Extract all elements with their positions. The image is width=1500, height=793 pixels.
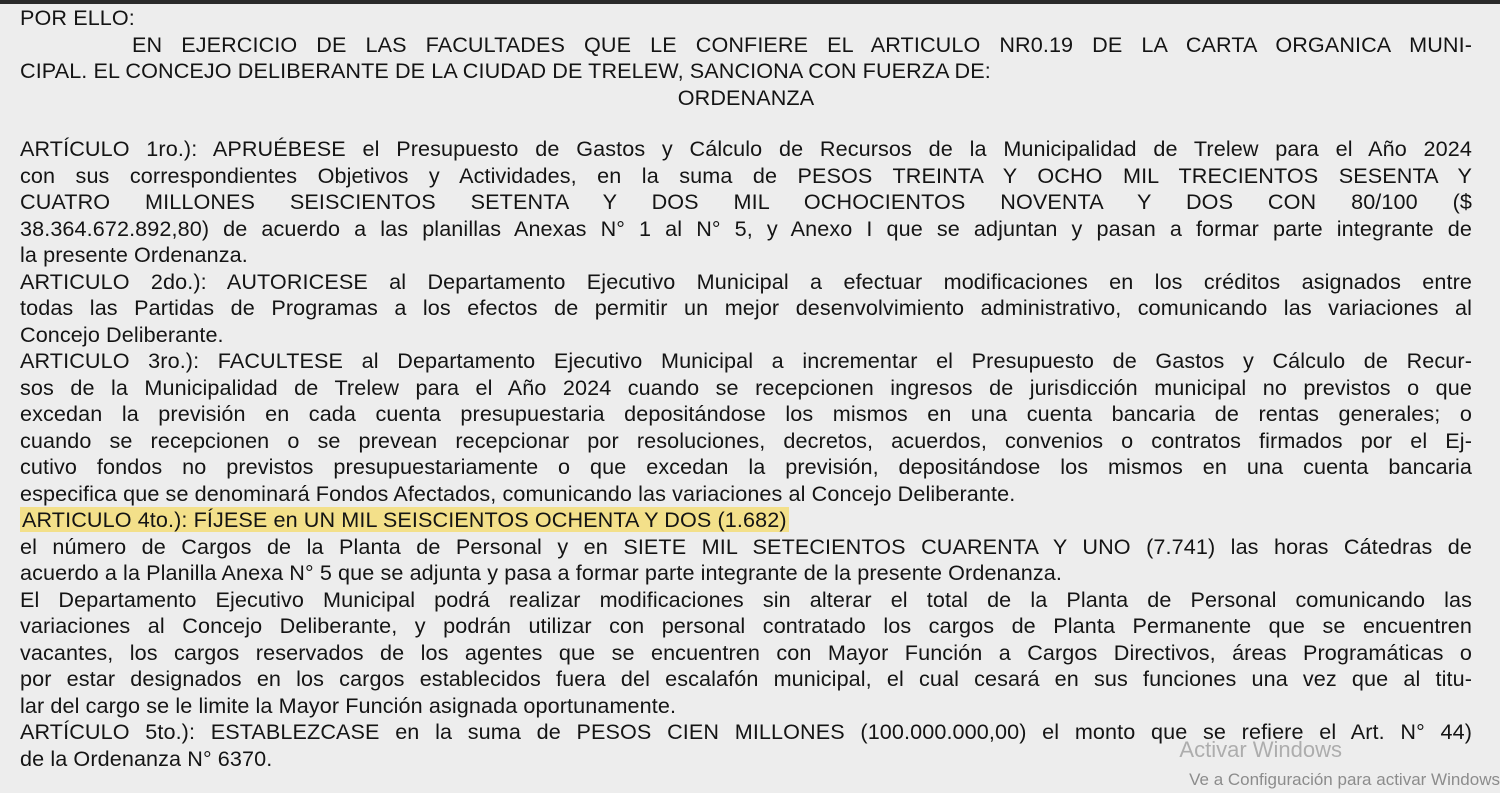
- article-4: [20, 507, 1472, 719]
- spacer: [20, 111, 1472, 136]
- article-4-line: lar del cargo se le limite la Mayor Función asignada oportunamente.: [20, 692, 677, 718]
- article-3: [20, 348, 1472, 507]
- header-por-ello: POR ELLO:: [20, 5, 135, 30]
- article-1-line: CUATRO MILLONES SEISCIENTOS SETENTA Y DOS MIL OCHOCIENTOS NOVENTA Y DOS CON 80/100 ($: [20, 189, 1472, 214]
- activate-windows-hint: Ve a Configuración para activar Windows: [1189, 770, 1500, 789]
- article-2-line: Concejo Deliberante.: [20, 321, 224, 347]
- article-3-line: sos de la Municipalidad de Trelew para el Año 2024 cuando se recepcionen ingresos de jurisdicción municipal no previstos o que: [20, 374, 1472, 400]
- article-4-line: acuerdo a la Planilla Anexa N° 5 que se adjunta y pasa a formar parte integrante de la presente Ordenanza.: [20, 560, 1062, 585]
- article-4-heading: [20, 507, 1472, 534]
- ordinance-title: ORDENANZA: [677, 84, 815, 110]
- article-3-line: cuando se recepcionen o se prevean recepcionar por resoluciones, decretos, acuerdos, convenios o contratos firmados por el Ej-: [20, 427, 1472, 453]
- top-border: [0, 0, 1500, 4]
- article-4-line: por estar designados en los cargos establecidos fuera del escalafón municipal, el cual cesará en sus funciones una vez que al titu-: [20, 666, 1472, 691]
- article-5-line: ARTÍCULO 5to.): ESTABLEZCASE en la suma de PESOS CIEN MILLONES (100.000.000,00) el monto que se refiere el Art. N° 44): [20, 719, 1472, 744]
- article-3-line: especifica que se denominará Fondos Afectados, comunicando las variaciones al Concejo Deliberante.: [20, 480, 1016, 506]
- article-2-line: todas las Partidas de Programas a los efectos de permitir un mejor desenvolvimiento administrativo, comunicando las variaciones al: [20, 295, 1472, 320]
- article-4-line: el número de Cargos de la Planta de Personal y en SIETE MIL SETECIENTOS CUARENTA Y UNO (7.741) las horas Cátedras de: [20, 533, 1472, 559]
- article-5-line: de la Ordenanza N° 6370.: [20, 745, 273, 771]
- ordinance-document: [20, 5, 1472, 772]
- article-2: [20, 269, 1472, 349]
- preamble-line-1: EN EJERCICIO DE LAS FACULTADES QUE LE CONFIERE EL ARTICULO NR0.19 DE LA CARTA ORGANICA MUNI-: [132, 31, 1472, 57]
- activate-windows-watermark: Activar Windows: [1179, 737, 1342, 762]
- article-1: [20, 136, 1472, 269]
- article-4-line: variaciones al Concejo Deliberante, y podrán utilizar con personal contratado los cargos de Planta Permanente que se encuentren: [20, 613, 1472, 638]
- article-1-line: con sus correspondientes Objetivos y Actividades, en la suma de PESOS TREINTA Y OCHO MIL TRECIENTOS SESENTA Y: [20, 162, 1472, 188]
- article-3-line: excedan la previsión en cada cuenta presupuestaria depositándose los mismos en una cuenta bancaria de rentas generales; o: [20, 401, 1472, 426]
- article-1-line: 38.364.672.892,80) de acuerdo a las planillas Anexas N° 1 al N° 5, y Anexo I que se adjuntan y pasan a formar parte integrante de: [20, 215, 1472, 241]
- article-1-line: la presente Ordenanza.: [20, 242, 248, 267]
- article-3-line: cutivo fondos no previstos presupuestariamente o que excedan la previsión, depositándose los mismos en una cuenta bancaria: [20, 454, 1472, 479]
- preamble-line-2: CIPAL. EL CONCEJO DELIBERANTE DE LA CIUDAD DE TRELEW, SANCIONA CON FUERZA DE:: [20, 58, 991, 83]
- article-1-line: ARTÍCULO 1ro.): APRUÉBESE el Presupuesto de Gastos y Cálculo de Recursos de la Municipalidad de Trelew para el Año 2024: [20, 136, 1472, 161]
- highlighted-text: ARTICULO 4to.): FÍJESE en UN MIL SEISCIENTOS OCHENTA Y DOS (1.682): [22, 507, 787, 532]
- article-3-line: ARTICULO 3ro.): FACULTESE al Departamento Ejecutivo Municipal a incrementar el Presupuesto de Gastos y Cálculo de Recur-: [20, 348, 1472, 373]
- article-2-line: ARTICULO 2do.): AUTORICESE al Departamento Ejecutivo Municipal a efectuar modificaciones en los créditos asignados entre: [20, 268, 1472, 294]
- article-4-line: El Departamento Ejecutivo Municipal podrá realizar modificaciones sin alterar el total de la Planta de Personal comunicando las: [20, 586, 1472, 612]
- article-4-line: vacantes, los cargos reservados de los agentes que se encuentren con Mayor Función a Cargos Directivos, áreas Programáticas o: [20, 639, 1472, 665]
